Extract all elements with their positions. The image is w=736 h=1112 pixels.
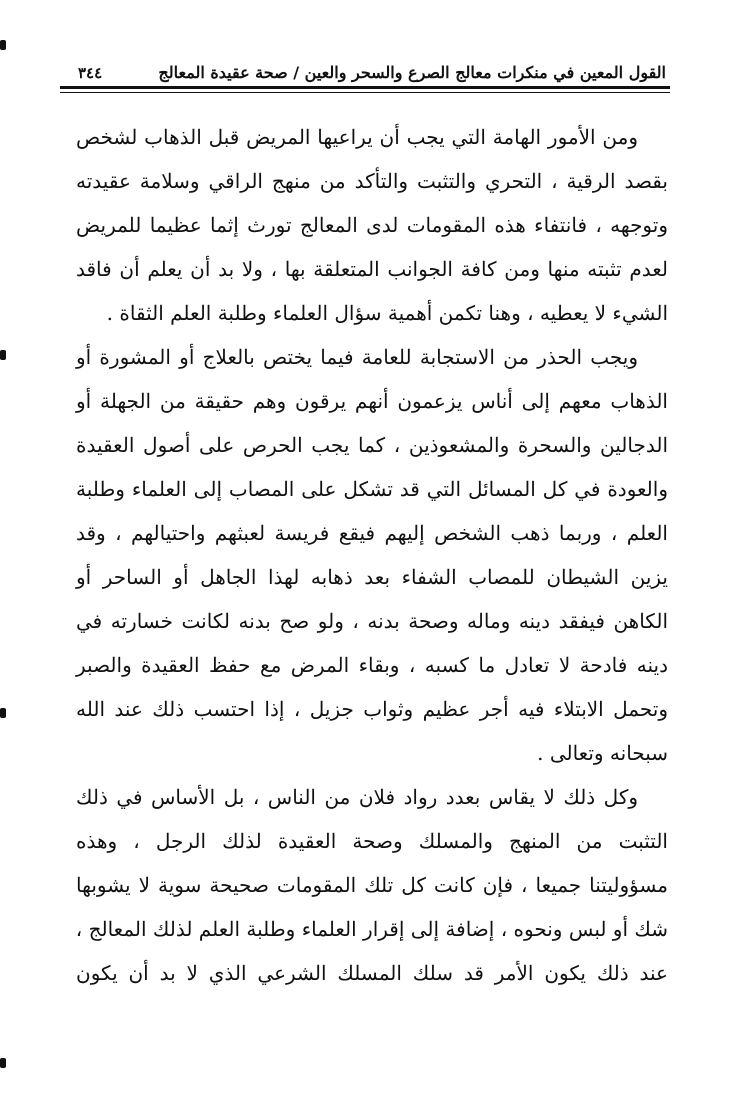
- text-line: يزين الشيطان للمصاب الشفاء بعد ذهابه لهذا الجاهل أو الساحر أو: [76, 565, 668, 589]
- text-line: والعودة في كل المسائل التي قد تشكل على المصاب إلى العلماء وطلبة: [76, 477, 668, 501]
- binding-mark: [0, 1058, 6, 1068]
- text-line: دينه فادحة لا تعادل ما كسبه ، وبقاء المرض مع حفظ العقيدة والصبر: [76, 653, 668, 677]
- text-line: وكل ذلك لا يقاس بعدد رواد فلان من الناس ، بل الأساس في ذلك: [76, 785, 638, 809]
- text-line: الشيء لا يعطيه ، وهنا تكمن أهمية سؤال العلماء وطلبة العلم الثقاة .: [106, 301, 668, 325]
- text-line: وتحمل الابتلاء فيه أجر عظيم وثواب جزيل ، إذا احتسب ذلك عند الله: [76, 697, 668, 721]
- header-rule-thick: [60, 86, 670, 89]
- header-rule-thin: [60, 92, 670, 93]
- text-line: لعدم تثبته منها ومن كافة الجوانب المتعلقة بها ، ولا بد أن يعلم أن فاقد: [76, 257, 668, 281]
- paragraph: [76, 775, 668, 995]
- text-line: عند ذلك يكون الأمر قد سلك المسلك الشرعي الذي لا بد أن يكون: [76, 961, 668, 985]
- text-line: الذهاب معهم إلى أناس يزعمون أنهم يرقون وهم حقيقة من الجهلة أو: [76, 389, 668, 413]
- page-number: ٣٤٤: [78, 64, 103, 82]
- paragraph: [76, 335, 668, 775]
- binding-mark: [0, 708, 6, 718]
- body-text: [76, 115, 668, 995]
- binding-mark: [0, 40, 6, 50]
- text-line: التثبت من المنهج والمسلك وصحة العقيدة لذلك الرجل ، وهذه: [76, 829, 668, 853]
- text-line: الكاهن فيفقد دينه وماله وصحة بدنه ، ولو صح بدنه لكانت خسارته في: [76, 609, 668, 633]
- text-line: ومن الأمور الهامة التي يجب أن يراعيها المريض قبل الذهاب لشخص: [76, 125, 638, 149]
- text-line: شك أو لبس ونحوه ، إضافة إلى إقرار العلماء وطلبة العلم لذلك المعالج ،: [75, 917, 668, 941]
- text-line: ويجب الحذر من الاستجابة للعامة فيما يختص بالعلاج أو المشورة أو: [76, 345, 638, 369]
- text-line: سبحانه وتعالى .: [537, 741, 668, 765]
- text-line: الدجالين والسحرة والمشعوذين ، كما يجب الحرص على أصول العقيدة: [76, 433, 669, 457]
- paragraph: [76, 115, 668, 335]
- binding-mark: [0, 350, 6, 360]
- text-line: مسؤوليتنا جميعا ، فإن كانت كل تلك المقومات صحيحة سوية لا يشوبها: [76, 873, 668, 897]
- text-line: بقصد الرقية ، التحري والتثبت والتأكد من منهج الراقي وسلامة عقيدته: [76, 169, 668, 193]
- text-line: وتوجهه ، فانتفاء هذه المقومات لدى المعالج تورث إثما عظيما للمريض: [76, 213, 668, 237]
- header-title: القول المعين في منكرات معالج الصرع والسحر والعين / صحة عقيدة المعالج: [158, 63, 666, 82]
- text-line: العلم ، وربما ذهب الشخص إليهم فيقع فريسة لعبثهم واحتيالهم ، وقد: [76, 521, 668, 545]
- running-header: [78, 50, 666, 82]
